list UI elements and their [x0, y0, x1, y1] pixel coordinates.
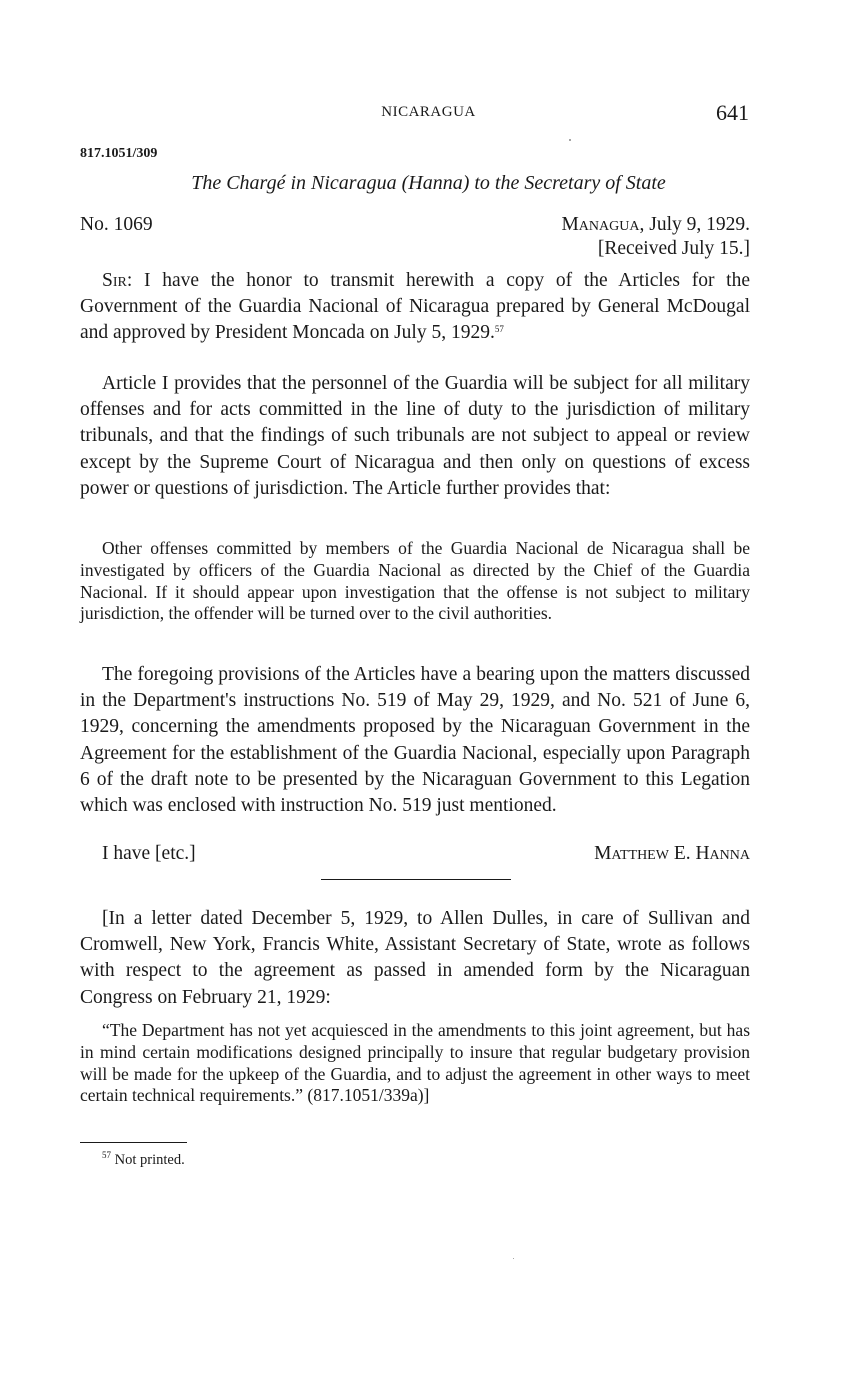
document-title: The Chargé in Nicaragua (Hanna) to the Secretary of State	[191, 172, 666, 194]
block-quote-1: Other offenses committed by members of the Guardia Nacional de Nicaragua shall be investigated by officers of the Guardia Nacional as directed by the Chief of the Guardia Nacional. If it should appear upon investigation that the offense is not subject to military jurisdiction, the offender will be turned over to the civil authorities.	[80, 538, 750, 624]
page-number: 641	[716, 100, 749, 125]
file-number: 817.1051/309	[80, 146, 158, 161]
footnote-divider	[80, 1142, 187, 1143]
footnote-number: 57	[102, 1150, 111, 1160]
running-title: NICARAGUA	[381, 104, 476, 120]
paragraph-1-text: : I have the honor to transmit herewith a copy of the Articles for the Government of the Guardia Nacional of Nicaragua prepared by General McDougal and approved by President Moncada on July 5, 1929.	[80, 270, 750, 344]
print-speck	[569, 139, 571, 141]
paragraph-2: Article I provides that the personnel of the Guardia will be subject for all military offenses and for acts committed in the line of duty to the jurisdiction of military tribunals, and that the findings of such tribunals are not subject to appeal or review except by the Supreme Court of Nicaragua and then only on questions of excess power or questions of jurisdiction. The Article further provides that:	[80, 373, 750, 499]
document-number: No. 1069	[80, 214, 153, 235]
section-divider	[321, 879, 511, 880]
place-date	[561, 214, 750, 236]
footnote-reference: 57	[494, 324, 504, 335]
paragraph-3: The foregoing provisions of the Articles have a bearing upon the matters discussed in the Department's instructions No. 519 of May 29, 1929, and No. 521 of June 6, 1929, concerning the amendments proposed by the Nicaraguan Government in the Agreement for the establishment of the Guardia Nacional, especially upon Paragraph 6 of the draft note to be presented by the Nicaraguan Government to this Legation which was enclosed with instruction No. 519 just mentioned.	[80, 664, 750, 817]
place: Managua	[561, 214, 640, 235]
print-speck	[513, 1258, 514, 1259]
date: , July 9, 1929.	[639, 214, 750, 235]
paragraph-1	[80, 268, 750, 347]
editorial-quote: “The Department has not yet acquiesced in the amendments to this joint agreement, but has in mind certain modifications designed principally to insure that regular budgetary provision will be made for the upkeep of the Guardia, and to adjust the agreement in other ways to meet certain technical requirements.” (817.1051/339a)]	[80, 1020, 750, 1106]
editorial-note: [In a letter dated December 5, 1929, to Allen Dulles, in care of Sullivan and Cromwell, New York, Francis White, Assistant Secretary of State, wrote as follows with respect to the agreement as passed in amended form by the Nicaraguan Congress on February 21, 1929:	[80, 908, 750, 1008]
salutation: Sir	[102, 270, 127, 291]
received-date: [Received July 15.]	[597, 238, 750, 259]
signature: Matthew E. Hanna	[594, 843, 750, 864]
footnote-text: Not printed.	[114, 1152, 185, 1168]
closing: I have [etc.]	[102, 843, 196, 864]
footnote	[102, 1152, 185, 1169]
